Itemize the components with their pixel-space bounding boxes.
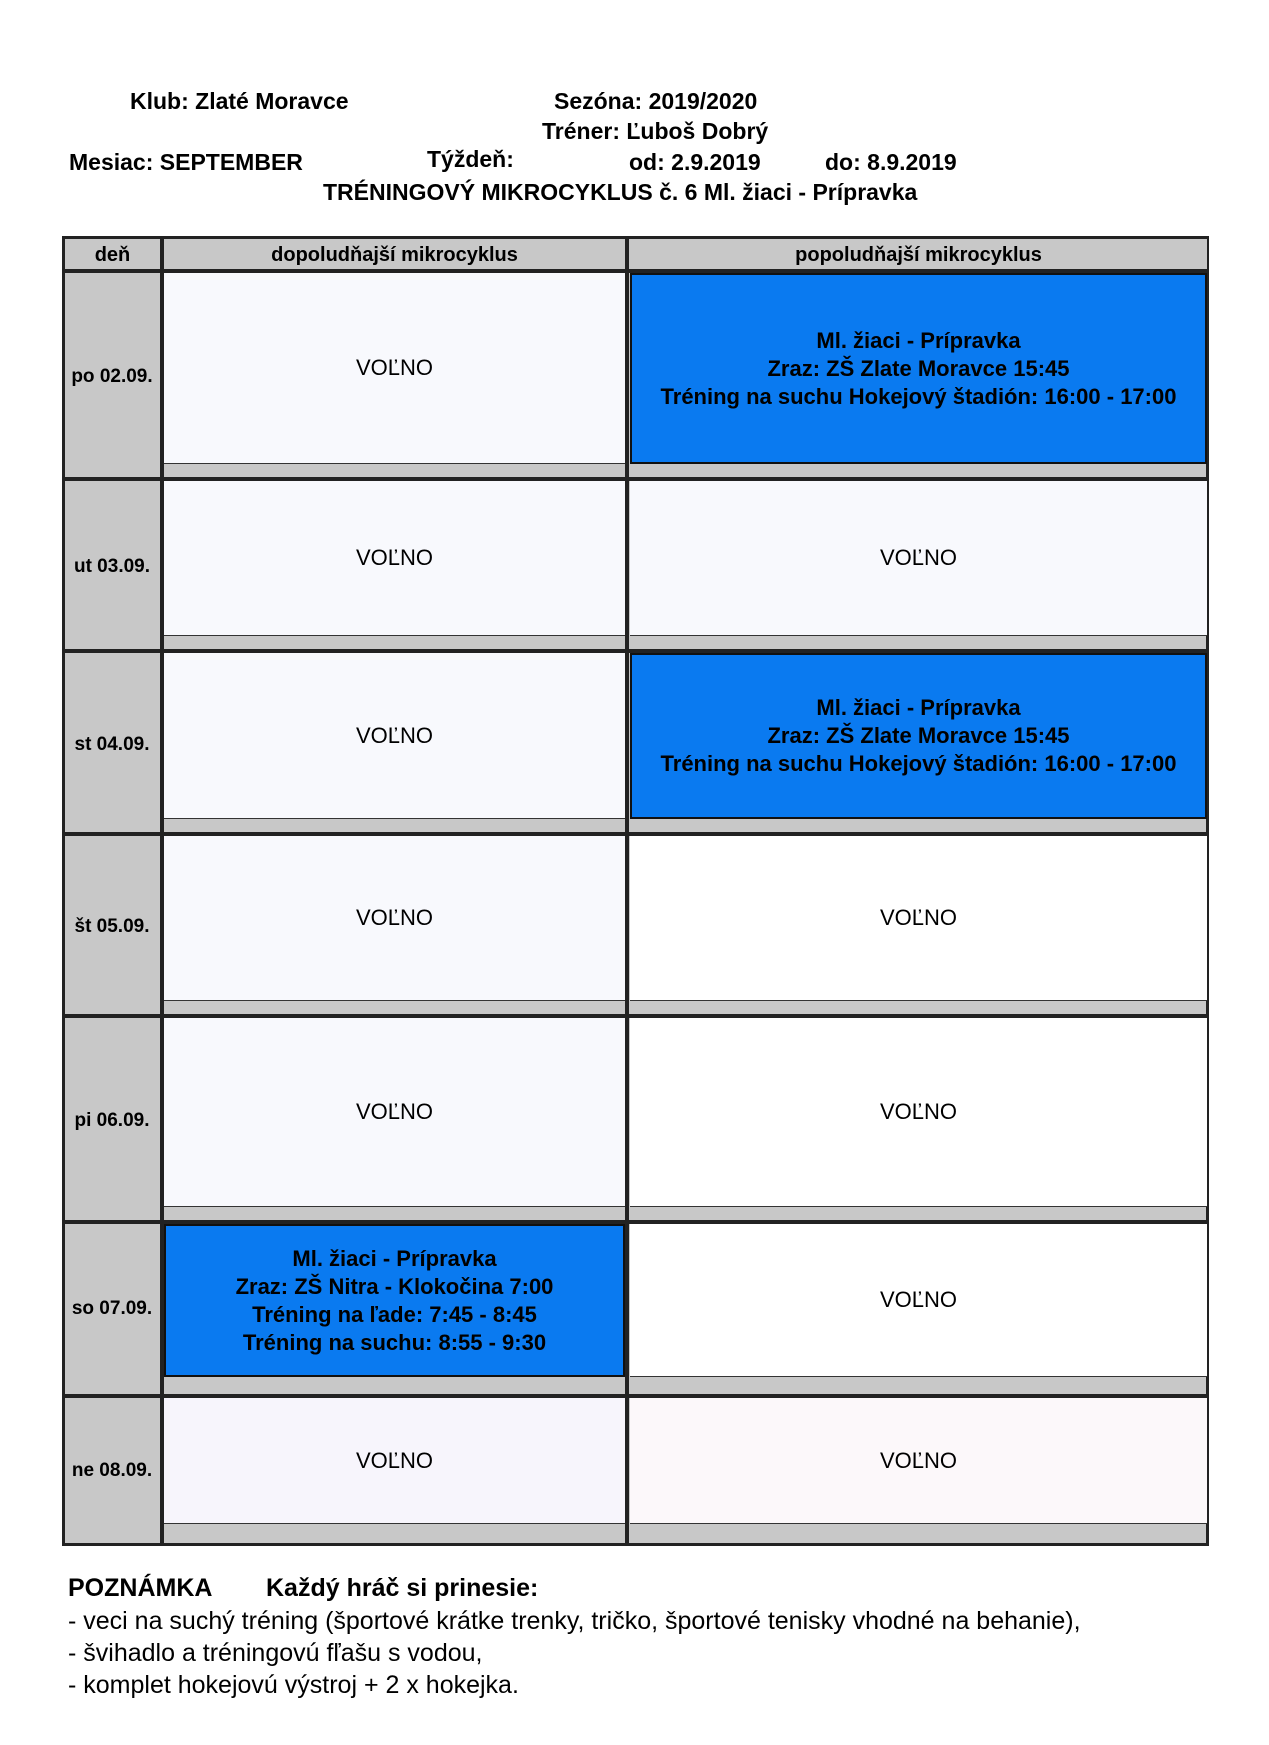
grid-line [625, 239, 629, 1543]
morning-training-cell [164, 1224, 625, 1377]
day-label: št 05.09. [74, 916, 150, 937]
morning-cell [164, 653, 625, 819]
schedule-table [62, 236, 1209, 1546]
note-item: - veci na suchý tréning (športové krátke trenky, tričko, športové tenisky vhodné na behanie), [68, 1607, 1081, 1635]
day-label: so 07.09. [71, 1298, 153, 1319]
training-group: Ml. žiaci - Prípravka [816, 695, 1021, 720]
week-label: Týždeň: [427, 146, 514, 172]
training-meeting: Zraz: ZŠ Zlate Moravce 15:45 [767, 723, 1070, 748]
month-label: Mesiac: SEPTEMBER [69, 149, 303, 175]
afternoon-cell [630, 1018, 1207, 1207]
week-to: do: 8.9.2019 [825, 149, 957, 175]
page-title: TRÉNINGOVÝ MIKROCYKLUS č. 6 Ml. žiaci - Prípravka [323, 179, 918, 205]
cell-text: VOĽNO [355, 355, 434, 380]
note-title: POZNÁMKA [68, 1574, 213, 1602]
afternoon-training-cell [630, 653, 1207, 819]
season-label: Sezóna: 2019/2020 [554, 88, 758, 114]
afternoon-cell [630, 1398, 1207, 1524]
club-label: Klub: Zlaté Moravce [130, 88, 349, 114]
afternoon-cell [630, 836, 1207, 1001]
cell-text: VOĽNO [879, 1447, 958, 1473]
cell-text: VOĽNO [879, 545, 958, 570]
training-session: Tréning na suchu Hokejový štadión: 16:00 - 17:00 [660, 383, 1177, 409]
day-label: pi 06.09. [74, 1110, 150, 1131]
afternoon-cell [630, 1224, 1207, 1377]
day-label: po 02.09. [71, 366, 153, 387]
afternoon-cell [630, 481, 1207, 636]
training-group: Ml. žiaci - Prípravka [292, 1245, 497, 1271]
cell-text: VOĽNO [355, 722, 434, 748]
day-label: ut 03.09. [73, 556, 151, 577]
column-header-afternoon: popoludňajší mikrocyklus [630, 239, 1207, 269]
morning-cell [164, 836, 625, 1001]
cell-text: VOĽNO [355, 545, 434, 570]
cell-text: VOĽNO [355, 1447, 434, 1473]
week-from: od: 2.9.2019 [629, 149, 761, 175]
cell-text: VOĽNO [879, 905, 958, 930]
column-header-morning: dopoludňajší mikrocyklus [164, 239, 625, 269]
cell-text: VOĽNO [355, 905, 434, 930]
day-label: ne 08.09. [71, 1459, 153, 1481]
training-group: Ml. žiaci - Prípravka [816, 327, 1021, 353]
note-item: - komplet hokejovú výstroj + 2 x hokejka. [68, 1671, 519, 1699]
morning-cell [164, 481, 625, 636]
cell-text: VOĽNO [355, 1099, 434, 1124]
morning-cell [164, 1018, 625, 1207]
column-header-day: deň [65, 239, 160, 269]
training-dry: Tréning na suchu: 8:55 - 9:30 [242, 1329, 547, 1355]
day-label: st 04.09. [74, 733, 150, 755]
cell-text: VOĽNO [879, 1287, 958, 1312]
training-session: Tréning na suchu Hokejový štadión: 16:00 - 17:00 [660, 751, 1177, 776]
note-item: - švihadlo a tréningovú fľašu s vodou, [68, 1639, 483, 1667]
afternoon-training-cell [630, 273, 1207, 464]
note-intro: Každý hráč si prinesie: [266, 1574, 539, 1602]
coach-label: Tréner: Ľuboš Dobrý [542, 118, 769, 144]
cell-text: VOĽNO [879, 1099, 958, 1124]
morning-cell [164, 1398, 625, 1524]
training-meeting: Zraz: ZŠ Nitra - Klokočina 7:00 [235, 1273, 554, 1299]
training-ice: Tréning na ľade: 7:45 - 8:45 [252, 1301, 537, 1327]
morning-cell [164, 273, 625, 464]
training-meeting: Zraz: ZŠ Zlate Moravce 15:45 [767, 355, 1070, 381]
